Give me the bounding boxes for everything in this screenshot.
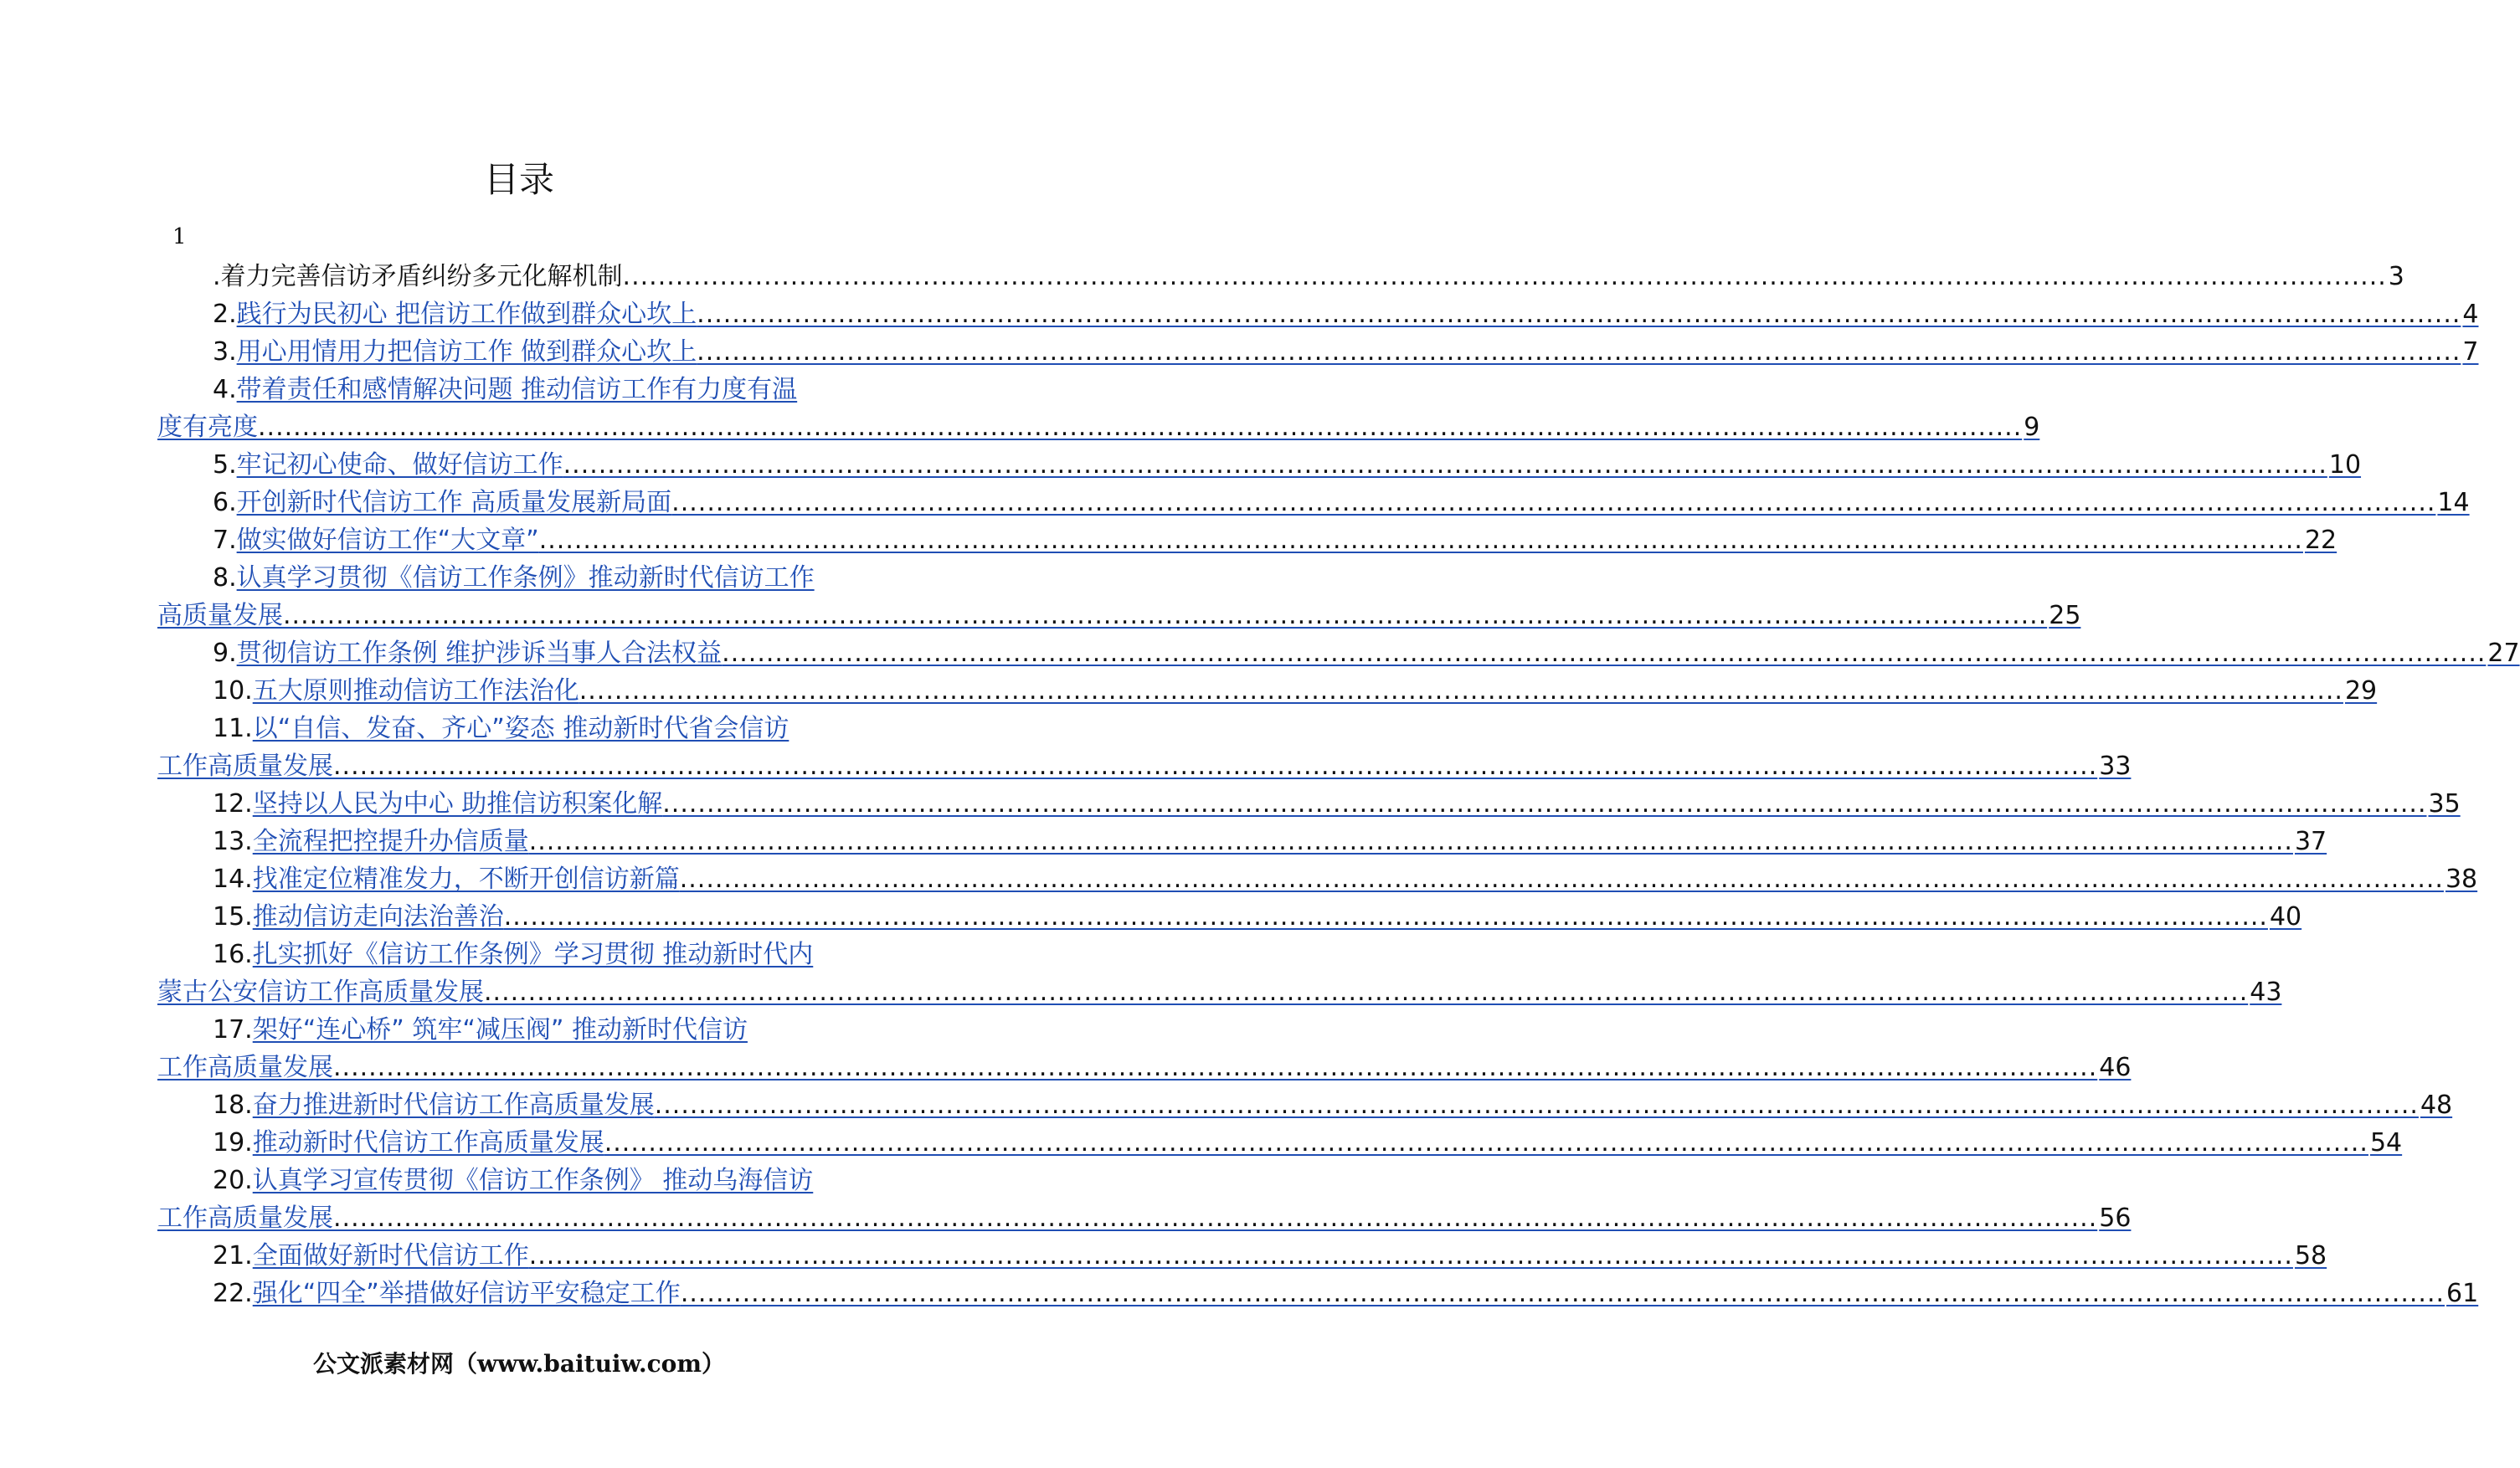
toc-list [157,258,2520,1312]
toc-page-number: 27 [2487,639,2520,668]
toc-entry-link[interactable]: 推动新时代信访工作高质量发展 [252,1128,604,1157]
toc-entry[interactable] [157,860,2478,898]
toc-entry[interactable] [157,446,2362,484]
toc-page-number: 37 [2294,827,2327,856]
toc-entry[interactable] [157,295,2479,333]
toc-entry[interactable] [157,1124,2403,1162]
toc-entry-link[interactable]: 践行为民初心 把信访工作做到群众心坎上 [236,300,697,329]
toc-entry-link[interactable]: 推动信访走向法治善治 [252,902,504,932]
toc-entry-number: 4. [213,375,237,404]
toc-entry-line [157,597,2081,634]
toc-entry-link[interactable]: 用心用情用力把信访工作 做到群众心坎上 [236,337,697,367]
toc-entry-line [157,408,2040,446]
toc-entry-line [157,672,2378,710]
toc-entry-number: 16. [213,940,253,969]
toc-entry-link[interactable]: 找准定位精准发力，不断开创信访新篇 [252,865,680,894]
toc-entry-link[interactable]: 全流程把控提升办信质量 [252,827,529,856]
toc-entry[interactable] [157,1011,2132,1086]
toc-entry-number: 22. [213,1279,253,1308]
toc-entry-line [157,371,881,408]
toc-entry-line [157,521,2337,559]
toc-entry-number: 8. [213,563,237,593]
toc-entry-line [157,1049,2132,1086]
toc-entry[interactable] [157,1086,2453,1124]
toc-leader-dots: ........................................................................................................................................................................................................ [484,978,2249,1007]
footer-source: 公文派素材网（www.baituiw.com） [313,1350,725,1378]
toc-entry-line [157,258,2404,295]
page-marker: 1 [172,224,187,249]
toc-entry-link[interactable]: 奋力推进新时代信访工作高质量发展 [252,1091,655,1120]
toc-entry-number: 20. [213,1166,253,1195]
toc-leader-dots: ........................................................................................................................................................................................................ [283,601,2048,630]
toc-page-number: 54 [2369,1128,2403,1157]
toc-entry-link-continued[interactable]: 蒙古公安信访工作高质量发展 [157,978,484,1007]
toc-entry-number: 13. [213,827,253,856]
toc-entry-number: 17. [213,1015,253,1045]
toc-entry-link[interactable]: 强化“四全”举措做好信访平安稳定工作 [252,1279,681,1308]
toc-entry[interactable] [157,1275,2479,1312]
toc-entry-line [157,1086,2453,1124]
toc-page-number: 22 [2304,526,2337,555]
toc-entry[interactable] [157,559,2081,634]
toc-page-number: 10 [2328,450,2362,480]
toc-entry-line [157,1162,881,1199]
toc-entry-line [157,634,2520,672]
toc-entry-line [157,1011,881,1049]
toc-entry-line [157,484,2470,521]
toc-entry-link-continued[interactable]: 工作高质量发展 [157,1053,333,1082]
toc-entry-link[interactable]: 五大原则推动信访工作法治化 [252,676,579,706]
toc-entry-number: 3. [213,337,237,367]
toc-entry-number: 15. [213,902,253,932]
toc-leader-dots: ........................................................................................................................................................................................................ [563,450,2327,480]
toc-entry-line [157,936,881,973]
toc-leader-dots: ........................................................................................................................................................................................................ [528,1241,2293,1270]
toc-page-number: 35 [2428,789,2461,819]
toc-entry-link[interactable]: 全面做好新时代信访工作 [252,1241,529,1270]
toc-entry-line [157,860,2478,898]
toc-entry-link[interactable]: 架好“连心桥” 筑牢“减压阀” 推动新时代信访 [252,1015,748,1045]
toc-entry-number: 14. [213,865,253,894]
toc-page-number: 7 [2462,337,2479,367]
toc-entry-line [157,1199,2132,1237]
toc-entry-number: 21. [213,1241,253,1270]
toc-page-number: 48 [2420,1091,2453,1120]
toc-leader-dots: ........................................................................................................................................................................................................ [579,676,2343,706]
toc-page-number: 25 [2049,601,2081,630]
toc-page-number: 56 [2099,1204,2132,1233]
toc-leader-dots: ........................................................................................................................................................................................................ [671,488,2436,517]
toc-entry-number: 7. [213,526,237,555]
toc-entry-link[interactable]: 坚持以人民为中心 助推信访积案化解 [252,789,663,819]
toc-page-number: 29 [2344,676,2378,706]
toc-leader-dots: ........................................................................................................................................................................................................ [697,300,2461,329]
toc-leader-dots: ........................................................................................................................................................................................................ [622,262,2387,291]
toc-entry-link[interactable]: .着力完善信访矛盾纠纷多元化解机制 [213,262,623,291]
toc-leader-dots: ........................................................................................................................................................................................................ [538,526,2303,555]
toc-entry-link[interactable]: 认真学习宣传贯彻《信访工作条例》 推动乌海信访 [252,1166,814,1195]
toc-leader-dots: ........................................................................................................................................................................................................ [722,639,2487,668]
toc-entry-number: 6. [213,488,237,517]
toc-entry[interactable] [157,1237,2327,1275]
toc-entry[interactable] [157,484,2470,521]
toc-entry-link[interactable]: 牢记初心使命、做好信访工作 [236,450,563,480]
toc-entry-link[interactable]: 扎实抓好《信访工作条例》学习贯彻 推动新时代内 [252,940,814,969]
toc-entry-link[interactable]: 带着责任和感情解决问题 推动信访工作有力度有温 [236,375,798,404]
toc-page-number: 9 [2024,413,2040,442]
toc-entry-number: 12. [213,789,253,819]
toc-entry-line [157,823,2327,860]
toc-entry-number: 9. [213,639,237,668]
toc-page-number: 14 [2437,488,2470,517]
toc-entry-link-continued[interactable]: 高质量发展 [157,601,283,630]
toc-entry[interactable] [157,371,2040,446]
toc-page-number: 58 [2294,1241,2327,1270]
toc-entry-number: 11. [213,714,253,743]
toc-entry-link[interactable]: 开创新时代信访工作 高质量发展新局面 [236,488,672,517]
toc-leader-dots: ........................................................................................................................................................................................................ [654,1091,2419,1120]
toc-entry-number: 2. [213,300,237,329]
toc-entry-link[interactable]: 以“自信、发奋、齐心”姿态 推动新时代省会信访 [252,714,789,743]
toc-entry-number: 18. [213,1091,253,1120]
toc-entry-line [157,747,2132,785]
toc-leader-dots: ........................................................................................................................................................................................................ [528,827,2293,856]
toc-entry[interactable] [157,672,2378,710]
toc-page-number: 40 [2269,902,2302,932]
toc-entry-link[interactable]: 认真学习贯彻《信访工作条例》推动新时代信访工作 [236,563,815,593]
toc-entry-link-continued[interactable]: 工作高质量发展 [157,1204,333,1233]
toc-entry-link[interactable]: 做实做好信访工作“大文章” [236,526,539,555]
toc-leader-dots: ........................................................................................................................................................................................................ [333,752,2098,781]
toc-leader-dots: ........................................................................................................................................................................................................ [680,1279,2445,1308]
toc-entry-number: 19. [213,1128,253,1157]
toc-entry-line [157,785,2461,823]
toc-entry[interactable] [157,936,2282,1011]
toc-leader-dots: ........................................................................................................................................................................................................ [697,337,2461,367]
page-title: 目录 [483,159,554,200]
toc-entry-link-continued[interactable]: 度有亮度 [157,413,258,442]
toc-leader-dots: ........................................................................................................................................................................................................ [333,1204,2098,1233]
toc-entry-link-continued[interactable]: 工作高质量发展 [157,752,333,781]
toc-entry[interactable] [157,521,2337,559]
toc-entry-line [157,559,881,597]
toc-entry-line [157,295,2479,333]
toc-leader-dots: ........................................................................................................................................................................................................ [679,865,2444,894]
toc-page-number: 33 [2099,752,2132,781]
toc-leader-dots: ........................................................................................................................................................................................................ [662,789,2427,819]
toc-entry-link[interactable]: 贯彻信访工作条例 维护涉诉当事人合法权益 [236,639,723,668]
toc-entry-number: 5. [213,450,237,480]
toc-entry[interactable] [157,823,2327,860]
toc-entry[interactable] [157,710,2132,785]
toc-entry-line [157,1124,2403,1162]
toc-page-number: 46 [2099,1053,2132,1082]
toc-page-number: 4 [2462,300,2479,329]
toc-page-number: 38 [2445,865,2478,894]
toc-entry-number: 10. [213,676,253,706]
toc-entry[interactable] [157,898,2302,936]
toc-entry[interactable] [157,634,2520,672]
toc-entry[interactable] [157,785,2461,823]
toc-entry-line [157,1275,2479,1312]
toc-entry-line [157,333,2479,371]
toc-entry-line [157,710,881,747]
toc-entry[interactable] [157,258,2404,295]
toc-entry-line [157,1237,2327,1275]
toc-page-number: 43 [2250,978,2282,1007]
toc-leader-dots: ........................................................................................................................................................................................................ [258,413,2023,442]
toc-entry[interactable] [157,1162,2132,1237]
toc-page-number: 61 [2446,1279,2479,1308]
toc-entry[interactable] [157,333,2479,371]
toc-leader-dots: ........................................................................................................................................................................................................ [333,1053,2098,1082]
toc-entry-line [157,446,2362,484]
toc-entry-line [157,898,2302,936]
toc-entry-line [157,973,2282,1011]
toc-page-number: 3 [2388,262,2404,291]
toc-leader-dots: ........................................................................................................................................................................................................ [604,1128,2368,1157]
toc-leader-dots: ........................................................................................................................................................................................................ [503,902,2268,932]
